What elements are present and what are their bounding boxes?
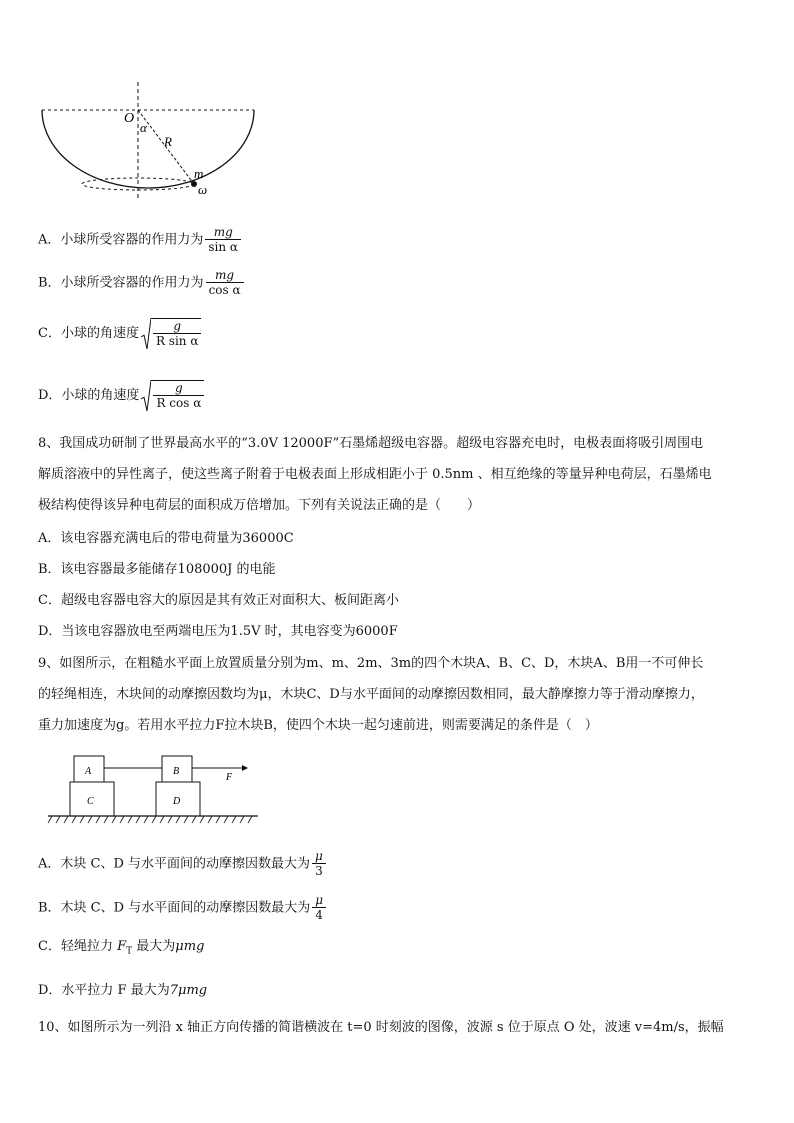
label-omega: ω [198,182,208,197]
q9-stem-line-3: 重力加速度为g。若用水平拉力F拉木块B，使四个木块一起匀速前进，则需要满足的条件是（ ） [38,718,598,733]
label-O: O [124,111,135,126]
q7-option-d: D．小球的角速度 $\frac{g}{\text{R cos α}}$ [38,380,204,411]
q8-option-b: B．该电容器最多能储存108000J 的电能 [38,562,276,577]
fraction: $\frac{mg}{\text{cos α}}$ [206,268,244,298]
q8-stem-line-1: 8、我国成功研制了世界最高水平的“3.0V 12000F”石墨烯超级电容器。超级电容器充电时，电极表面将吸引周围电 [38,436,704,451]
block-label-d: D [173,796,181,807]
q8-option-a: A．该电容器充满电后的带电荷量为36000C [38,531,294,546]
q9-option-d: D．水平拉力 F 最大为7μmg [38,983,208,998]
q9-option-b: B．木块 C、D 与水平面间的动摩擦因数最大为 $\frac{\mu}{4}$ [38,893,326,923]
sqrt-expression: $\frac{g}{\text{R sin α}}$ [141,318,202,349]
force-label-f: F [226,772,233,783]
sqrt-expression: $\frac{g}{\text{R cos α}}$ [141,380,204,411]
label-R: R [164,134,172,149]
label-m: m [194,166,204,181]
q9-stem-line-2: 的轻绳相连，木块间的动摩擦因数均为μ，木块C、D与水平面间的动摩擦因数相同，最大静摩擦力等于滑动摩擦力， [38,687,704,702]
q8-stem-line-2: 解质溶液中的异性离子，使这些离子附着于电极表面上形成相距小于 0.5nm 、相互绝缘的等量异种电荷层，石墨烯电 [38,467,712,482]
q9-option-c: C．轻绳拉力 $F_T$ 最大为μmg [38,939,205,957]
fraction: $\frac{\mu}{3}$ [312,849,326,879]
bowl-figure [36,80,261,200]
q8-option-d: D．当该电容器放电至两端电压为1.5V 时，其电容变为6000F [38,624,398,639]
q10-stem-line-1: 10、如图所示为一列沿 x 轴正方向传播的简谐横波在 t=0 时刻波的图像，波源 s 位于原点 O 处，波速 v=4m/s，振幅 [38,1020,724,1035]
q7-option-a: A．小球所受容器的作用力为 $\frac{mg}{\text{sin α}}$ [38,225,241,255]
block-label-c: C [87,796,94,807]
fraction: $\frac{mg}{\text{sin α}}$ [205,225,241,255]
q7-option-c: C．小球的角速度 $\frac{g}{\text{R sin α}}$ [38,318,201,349]
blocks-figure [46,752,266,832]
fraction: $\frac{\mu}{4}$ [312,893,326,923]
label-alpha: α [140,120,147,135]
block-label-a: A [85,766,92,777]
block-label-b: B [173,766,180,777]
q8-stem-line-3: 极结构使得该异种电荷层的面积成万倍增加。下列有关说法正确的是（ ） [38,498,481,513]
q8-option-c: C．超级电容器电容大的原因是其有效正对面积大、板间距离小 [38,593,399,608]
q9-stem-line-1: 9、如图所示，在粗糙水平面上放置质量分别为m、m、2m、3m的四个木块A、B、C、D，木块A、B用一不可伸长 [38,656,704,671]
q9-option-a: A．木块 C、D 与水平面间的动摩擦因数最大为 $\frac{\mu}{3}$ [38,849,326,879]
q7-option-b: B．小球所受容器的作用力为 $\frac{mg}{\text{cos α}}$ [38,268,244,298]
